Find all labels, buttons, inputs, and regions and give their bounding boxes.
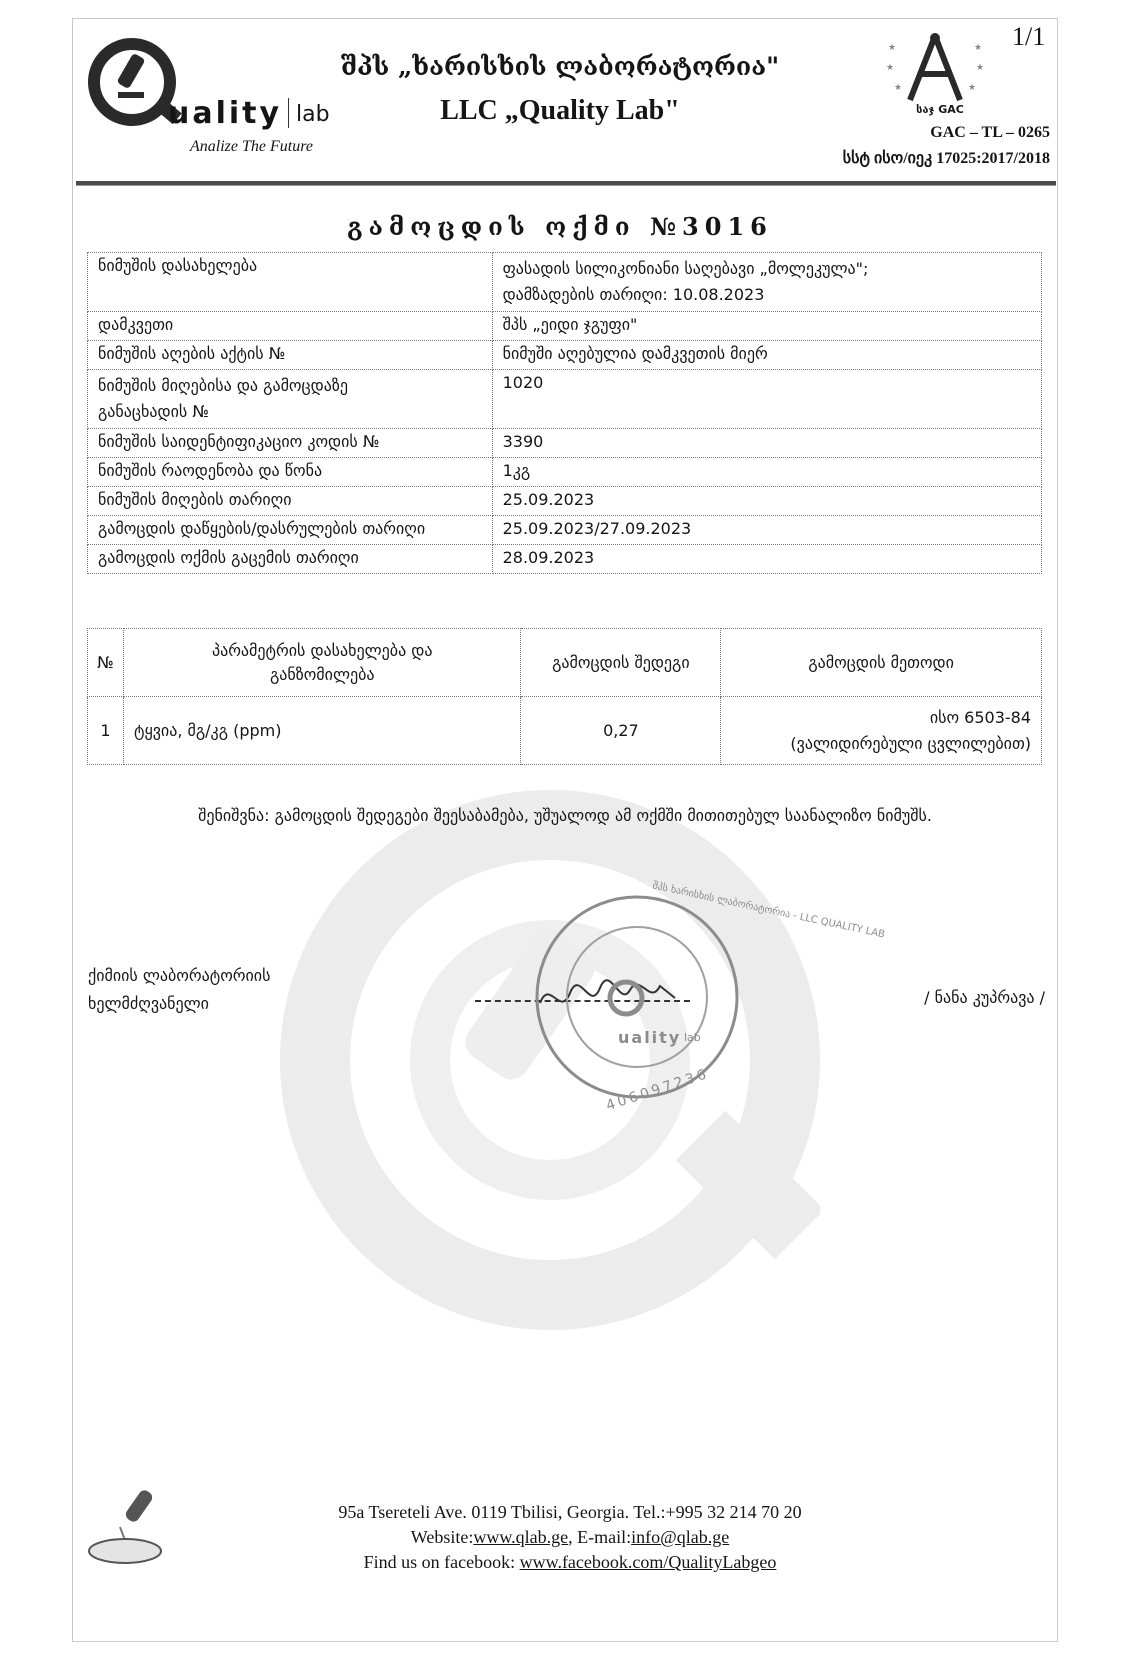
table-cell-label: გამოცდის დაწყების/დასრულების თარიღი (88, 516, 493, 545)
cell-result: 0,27 (521, 697, 721, 765)
gac-accreditation-icon (880, 30, 990, 114)
stamp-id: 406097236 (604, 1065, 712, 1115)
header-rule (76, 181, 1056, 186)
website-link[interactable]: www.qlab.ge (473, 1527, 569, 1547)
footer (250, 1500, 890, 1575)
document-title: გამოცდის ოქმი №3016 (347, 212, 773, 241)
facebook-link[interactable]: www.facebook.com/QualityLabgeo (519, 1552, 777, 1572)
table-cell-label: ნიმუშის დასახელება (88, 253, 493, 312)
header-num: № (88, 629, 124, 697)
table-cell-value: ფასადის სილიკონიანი საღებავი „მოლეკულა"; დამზადების თარიღი: 10.08.2023 (492, 253, 1041, 312)
table-cell-value: ნიმუში აღებულია დამკვეთის მიერ (492, 341, 1041, 370)
header-title-en: LLC „Quality Lab" (440, 95, 680, 126)
table-cell-label: გამოცდის ოქმის გაცემის თარიღი (88, 545, 493, 574)
table-row (88, 545, 1042, 574)
table-row (88, 253, 1042, 312)
table-row (88, 370, 1042, 429)
logo-lab: lab (296, 102, 330, 127)
email-link[interactable]: info@qlab.ge (631, 1527, 730, 1547)
logo-brand: uality (168, 96, 283, 131)
results-table (87, 628, 1042, 765)
svg-text:★: ★ (974, 43, 983, 53)
table-row (88, 429, 1042, 458)
microscope-footer-icon (80, 1485, 170, 1570)
cell-parameter: ტყვია, მგ/კგ (ppm) (123, 697, 521, 765)
table-cell-label: ნიმუშის მიღებისა და გამოცდაზე განაცხადის № (88, 370, 493, 429)
table-cell-value: 25.09.2023/27.09.2023 (492, 516, 1041, 545)
table-cell-label: ნიმუშის საიდენტიფიკაციო კოდის № (88, 429, 493, 458)
stamp-inner-lab: lab (684, 1031, 701, 1044)
table-cell-label: დამკვეთი (88, 312, 493, 341)
header-title-ka: შპს „ხარისხის ლაბორატორია" (340, 52, 780, 81)
header-method: გამოცდის მეთოდი (721, 629, 1042, 697)
iso-standard: სსტ ისო/იეკ 17025:2017/2018 (842, 150, 1050, 167)
svg-text:★: ★ (976, 63, 985, 73)
svg-text:★: ★ (886, 63, 895, 73)
header-parameter: პარამეტრის დასახელება და განზომილება (123, 629, 521, 697)
footer-address: 95a Tsereteli Ave. 0119 Tbilisi, Georgia. Tel.:+995 32 214 70 20 (338, 1502, 802, 1522)
stamp-text: შპს ხარისხის ლაბორატორია - LLC QUALITY LAB (651, 880, 886, 941)
results-header-row (88, 629, 1042, 697)
table-row (88, 697, 1042, 765)
table-cell-label: ნიმუშის მიღების თარიღი (88, 487, 493, 516)
header-result: გამოცდის შედეგი (521, 629, 721, 697)
table-row (88, 341, 1042, 370)
table-cell-value: შპს „ეიდი ჯგუფი" (492, 312, 1041, 341)
cell-num: 1 (88, 697, 124, 765)
svg-text:★: ★ (888, 43, 897, 53)
table-cell-value: 1კგ (492, 458, 1041, 487)
table-cell-label: ნიმუშის აღების აქტის № (88, 341, 493, 370)
table-cell-value: 1020 (492, 370, 1041, 429)
table-row (88, 458, 1042, 487)
cell-method: ისო 6503-84 (ვალიდირებული ცვლილებით) (721, 697, 1042, 765)
table-cell-value: 3390 (492, 429, 1041, 458)
gac-mark-label: საჯ GAC (916, 103, 964, 116)
svg-text:★: ★ (968, 83, 977, 93)
logo-tagline: Analize The Future (190, 138, 313, 155)
page-number: 1/1 (1012, 22, 1046, 51)
company-stamp (530, 890, 745, 1105)
footer-facebook: Find us on facebook: www.facebook.com/QualityLabgeo (363, 1552, 777, 1572)
table-row (88, 312, 1042, 341)
stamp-inner-brand: uality (618, 1028, 682, 1047)
sample-info-table (87, 252, 1042, 574)
signer-role: ქიმიის ლაბორატორიის ხელმძღვანელი (88, 966, 271, 1013)
table-row (88, 487, 1042, 516)
table-cell-label: ნიმუშის რაოდენობა და წონა (88, 458, 493, 487)
table-cell-value: 28.09.2023 (492, 545, 1041, 574)
signer-name: / ნანა კუპრავა / (924, 988, 1045, 1007)
footer-contacts: Website:www.qlab.ge, E-mail:info@qlab.ge (410, 1527, 730, 1547)
table-row (88, 516, 1042, 545)
logo-divider (288, 98, 289, 128)
table-cell-value: 25.09.2023 (492, 487, 1041, 516)
note: შენიშვნა: გამოცდის შედეგები შეესაბამება, უშუალოდ ამ ოქმში მითითებულ საანალიზო ნიმუშს. (198, 806, 932, 825)
svg-text:★: ★ (894, 83, 903, 93)
accreditation-code: GAC – TL – 0265 (930, 124, 1050, 141)
